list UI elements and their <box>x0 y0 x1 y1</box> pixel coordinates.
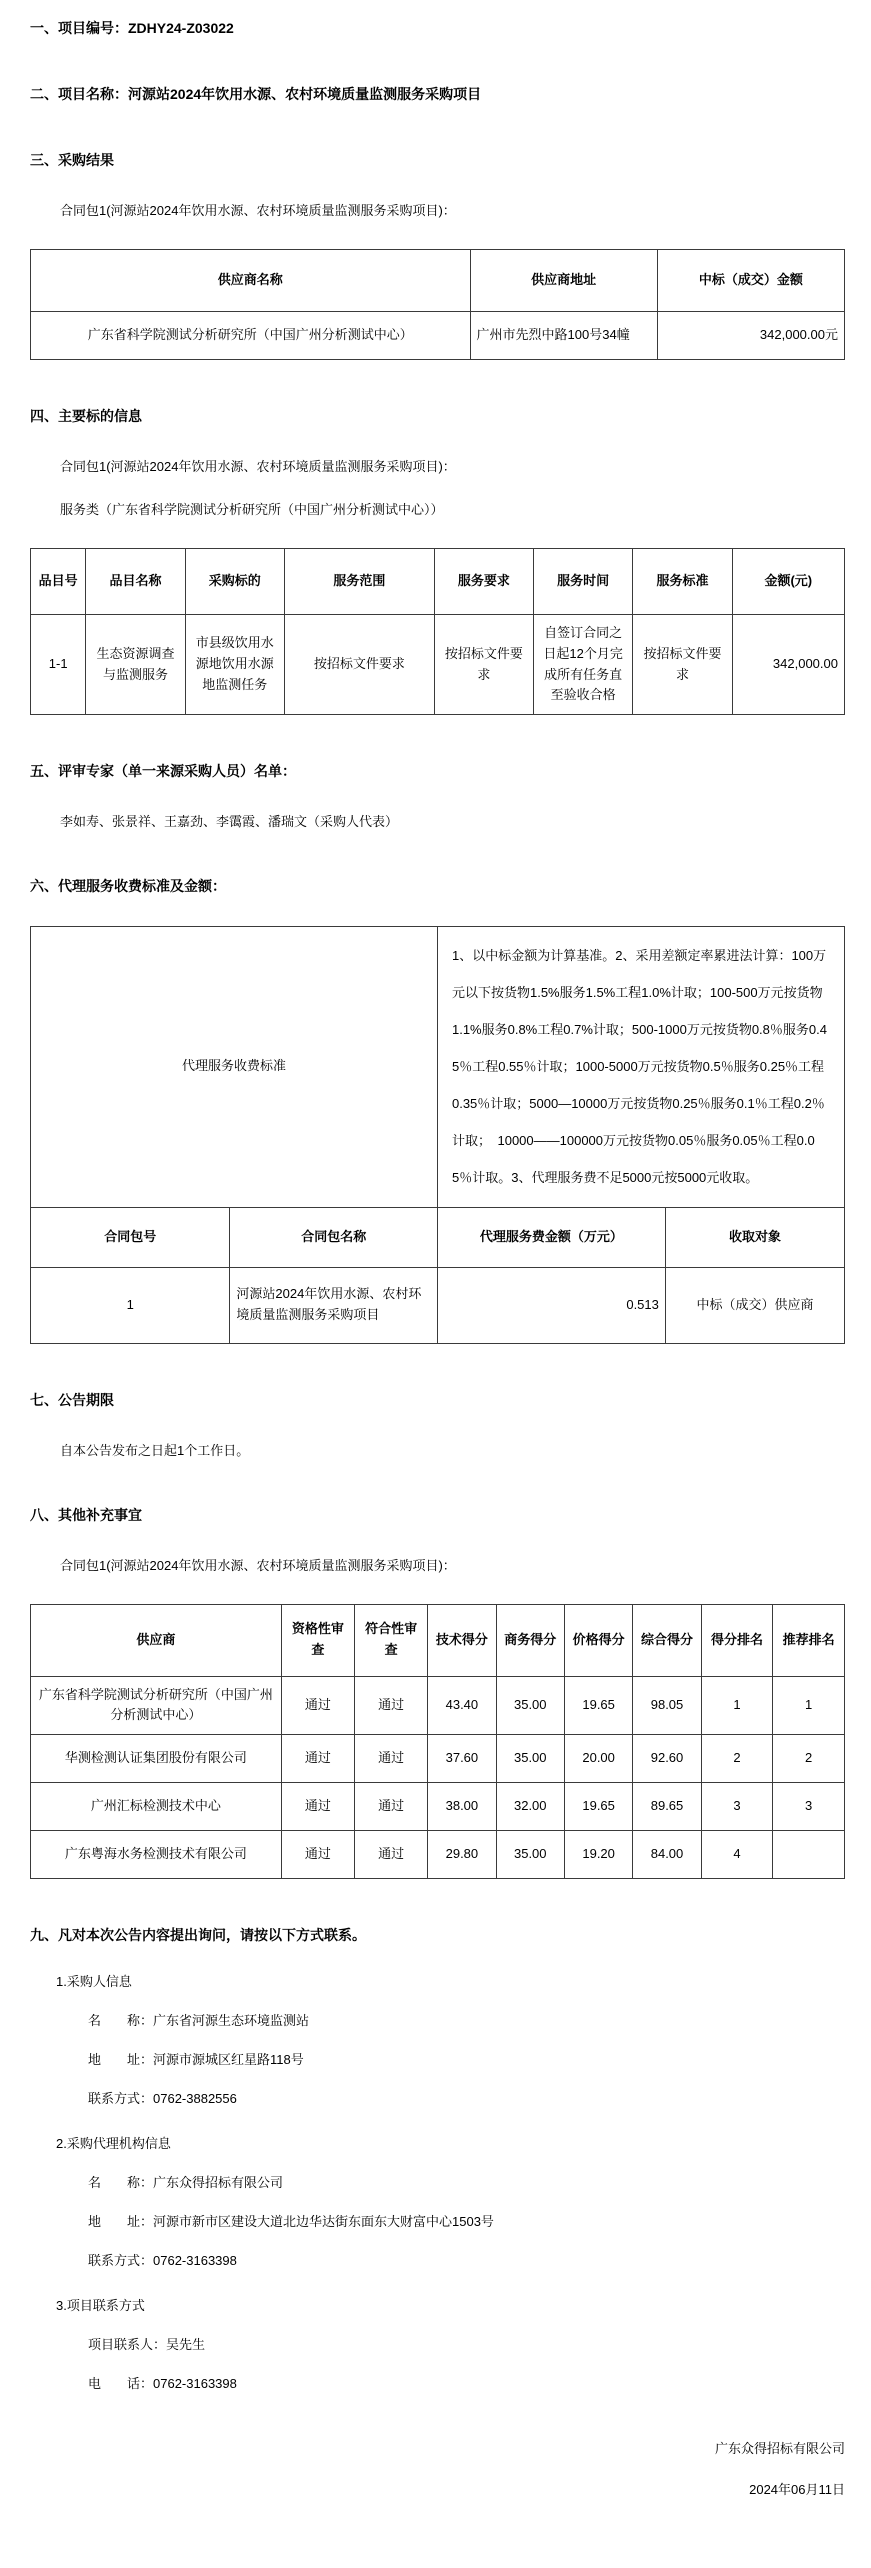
announcement-period: 自本公告发布之日起1个工作日。 <box>60 1442 250 1458</box>
header-package-name: 合同包名称 <box>230 1207 438 1267</box>
table-header-row <box>31 250 845 312</box>
purchaser-contact: 联系方式：0762-3882556 <box>88 2091 237 2107</box>
cell-supplier-address: 广州市先烈中路100号34幢 <box>470 312 657 360</box>
cell-fee-payer: 中标（成交）供应商 <box>665 1267 844 1343</box>
cell-service-requirement: 按招标文件要求 <box>434 615 533 715</box>
cell-conformity: 通过 <box>354 1783 427 1831</box>
cell-recommend-rank: 2 <box>773 1735 845 1783</box>
cell-amount: 342,000.00 <box>732 615 844 715</box>
header-item-name: 品目名称 <box>86 549 185 615</box>
cell-service-standard: 按招标文件要求 <box>633 615 732 715</box>
header-conformity-review: 符合性审查 <box>354 1604 427 1676</box>
cell-recommend-rank: 3 <box>773 1783 845 1831</box>
cell-supplier: 广州汇标检测技术中心 <box>31 1783 282 1831</box>
cell-conformity: 通过 <box>354 1831 427 1879</box>
cell-total-score: 89.65 <box>633 1783 701 1831</box>
cell-technical-score: 37.60 <box>428 1735 496 1783</box>
section-1-heading: 一、项目编号：ZDHY24-Z03022 <box>30 20 234 36</box>
cell-qualification: 通过 <box>281 1676 354 1735</box>
agency-info-block <box>30 2133 845 2269</box>
cell-procurement-target: 市县级饮用水源地饮用水源地监测任务 <box>185 615 284 715</box>
section-4-heading: 四、主要标的信息 <box>30 408 142 424</box>
header-technical-score: 技术得分 <box>428 1604 496 1676</box>
fee-standard-label: 代理服务收费标准 <box>31 927 438 1207</box>
expert-list: 李如寿、张景祥、王嘉劲、李霭霞、潘瑞文（采购人代表） <box>60 814 399 830</box>
purchaser-address: 地 址：河源市源城区红星路118号 <box>88 2052 304 2068</box>
cell-recommend-rank: 1 <box>773 1676 845 1735</box>
header-supplier-address: 供应商地址 <box>470 250 657 312</box>
table-row <box>31 1267 845 1343</box>
header-supplier-name: 供应商名称 <box>31 250 471 312</box>
header-score-rank: 得分排名 <box>701 1604 773 1676</box>
signature-date: 2024年06月11日 <box>749 2482 845 2498</box>
cell-technical-score: 43.40 <box>428 1676 496 1735</box>
signature-block <box>30 2438 845 2498</box>
cell-item-no: 1-1 <box>31 615 86 715</box>
cell-qualification: 通过 <box>281 1735 354 1783</box>
table-row <box>31 1831 845 1879</box>
cell-total-score: 92.60 <box>633 1735 701 1783</box>
cell-conformity: 通过 <box>354 1735 427 1783</box>
header-service-standard: 服务标准 <box>633 549 732 615</box>
header-service-requirement: 服务要求 <box>434 549 533 615</box>
signature-company: 广东众得招标有限公司 <box>714 2441 845 2457</box>
cell-technical-score: 38.00 <box>428 1783 496 1831</box>
header-recommend-rank: 推荐排名 <box>773 1604 845 1676</box>
project-contact-title: 3.项目联系方式 <box>56 2298 145 2314</box>
cell-conformity: 通过 <box>354 1676 427 1735</box>
cell-business-score: 35.00 <box>496 1735 564 1783</box>
cell-score-rank: 4 <box>701 1831 773 1879</box>
cell-supplier: 华测检测认证集团股份有限公司 <box>31 1735 282 1783</box>
table-row <box>31 312 845 360</box>
header-business-score: 商务得分 <box>496 1604 564 1676</box>
agency-fee-table <box>30 926 845 1343</box>
table-header-row <box>31 1604 845 1676</box>
purchaser-info-title: 1.采购人信息 <box>56 1974 132 1990</box>
header-amount: 金额(元) <box>732 549 844 615</box>
cell-supplier-name: 广东省科学院测试分析研究所（中国广州分析测试中心） <box>31 312 471 360</box>
agency-info-title: 2.采购代理机构信息 <box>56 2136 171 2152</box>
cell-score-rank: 1 <box>701 1676 773 1735</box>
cell-service-scope: 按招标文件要求 <box>284 615 434 715</box>
cell-service-time: 自签订合同之日起12个月完成所有任务直至验收合格 <box>534 615 633 715</box>
purchaser-name: 名 称：广东省河源生态环境监测站 <box>88 2013 310 2029</box>
header-fee-payer: 收取对象 <box>665 1207 844 1267</box>
cell-package-name: 河源站2024年饮用水源、农村环境质量监测服务采购项目 <box>230 1267 438 1343</box>
cell-recommend-rank <box>773 1831 845 1879</box>
agency-address: 地 址：河源市新市区建设大道北边华达街东面东大财富中心1503号 <box>88 2214 494 2230</box>
cell-technical-score: 29.80 <box>428 1831 496 1879</box>
cell-item-name: 生态资源调查与监测服务 <box>86 615 185 715</box>
section-4-subintro: 服务类（广东省科学院测试分析研究所（中国广州分析测试中心）） <box>60 502 444 517</box>
cell-fee-amount: 0.513 <box>437 1267 665 1343</box>
cell-price-score: 19.65 <box>564 1783 632 1831</box>
cell-supplier: 广东省科学院测试分析研究所（中国广州分析测试中心） <box>31 1676 282 1735</box>
section-5-heading: 五、评审专家（单一来源采购人员）名单： <box>30 763 296 780</box>
header-service-time: 服务时间 <box>534 549 633 615</box>
agency-contact: 联系方式：0762-3163398 <box>88 2253 237 2269</box>
header-supplier: 供应商 <box>31 1604 282 1676</box>
cell-price-score: 19.20 <box>564 1831 632 1879</box>
procurement-result-table <box>30 249 845 360</box>
table-row <box>31 1783 845 1831</box>
header-service-scope: 服务范围 <box>284 549 434 615</box>
section-3-intro: 合同包1(河源站2024年饮用水源、农村环境质量监测服务采购项目)： <box>60 203 456 218</box>
table-row <box>31 615 845 715</box>
cell-business-score: 35.00 <box>496 1831 564 1879</box>
agency-name: 名 称：广东众得招标有限公司 <box>88 2175 284 2191</box>
cell-score-rank: 2 <box>701 1735 773 1783</box>
header-procurement-target: 采购标的 <box>185 549 284 615</box>
section-7-heading: 七、公告期限 <box>30 1391 114 1408</box>
header-fee-amount: 代理服务费金额（万元） <box>437 1207 665 1267</box>
cell-score-rank: 3 <box>701 1783 773 1831</box>
supplier-score-table <box>30 1604 845 1880</box>
section-8-intro: 合同包1(河源站2024年饮用水源、农村环境质量监测服务采购项目)： <box>60 1557 456 1573</box>
cell-qualification: 通过 <box>281 1783 354 1831</box>
table-row <box>31 1676 845 1735</box>
table-header-row <box>31 1207 845 1267</box>
fee-standard-text: 1、以中标金额为计算基准。2、采用差额定率累进法计算：100万元以下按货物1.5%服务1.5%工程1.0%计取；100-500万元按货物1.1%服务0.8%工程0.7%计取；500-1000万元按货物0.8％服务0.45％工程0.55％计取；1000-5000万元按货物0.5％服务0.25％工程0.35％计取；5000—10000万元按货物0.25％服务0.1％工程0.2％计取； 10000——100000万元按货物0.05％服务0.05％工程0.05％计取。3、代理服务费不足5000元按5000元收取。 <box>437 927 844 1207</box>
purchaser-info-block <box>30 1971 845 2107</box>
section-3-heading: 三、采购结果 <box>30 152 114 168</box>
fee-standard-row <box>31 927 845 1207</box>
header-price-score: 价格得分 <box>564 1604 632 1676</box>
table-header-row <box>31 549 845 615</box>
cell-award-amount: 342,000.00元 <box>657 312 844 360</box>
cell-total-score: 84.00 <box>633 1831 701 1879</box>
section-2-heading: 二、项目名称：河源站2024年饮用水源、农村环境质量监测服务采购项目 <box>30 86 482 102</box>
project-contact-person: 项目联系人：吴先生 <box>88 2337 206 2353</box>
project-contact-phone: 电 话：0762-3163398 <box>88 2376 237 2392</box>
cell-package-no: 1 <box>31 1267 230 1343</box>
header-total-score: 综合得分 <box>633 1604 701 1676</box>
cell-price-score: 20.00 <box>564 1735 632 1783</box>
section-4-intro: 合同包1(河源站2024年饮用水源、农村环境质量监测服务采购项目)： <box>60 459 456 474</box>
header-item-no: 品目号 <box>31 549 86 615</box>
cell-business-score: 35.00 <box>496 1676 564 1735</box>
header-qualification-review: 资格性审查 <box>281 1604 354 1676</box>
cell-price-score: 19.65 <box>564 1676 632 1735</box>
cell-supplier: 广东粤海水务检测技术有限公司 <box>31 1831 282 1879</box>
header-award-amount: 中标（成交）金额 <box>657 250 844 312</box>
table-row <box>31 1735 845 1783</box>
cell-qualification: 通过 <box>281 1831 354 1879</box>
cell-business-score: 32.00 <box>496 1783 564 1831</box>
project-contact-block <box>30 2295 845 2392</box>
section-6-heading: 六、代理服务收费标准及金额： <box>30 878 226 895</box>
cell-total-score: 98.05 <box>633 1676 701 1735</box>
section-9-heading: 九、凡对本次公告内容提出询问，请按以下方式联系。 <box>30 1927 366 1944</box>
main-items-table <box>30 548 845 715</box>
section-8-heading: 八、其他补充事宜 <box>30 1506 142 1523</box>
header-package-no: 合同包号 <box>31 1207 230 1267</box>
